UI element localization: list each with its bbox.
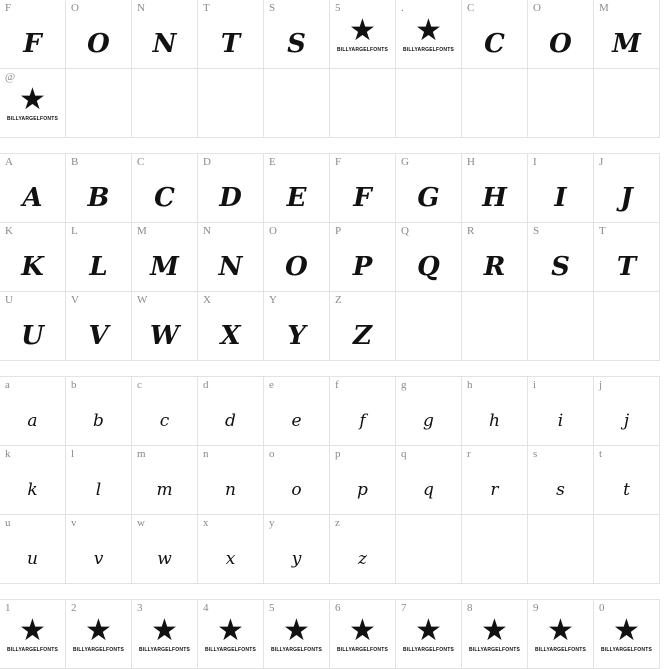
glyph-cell-empty xyxy=(593,291,660,361)
glyph-cell-label: T xyxy=(203,2,210,14)
glyph-cell[interactable] xyxy=(65,514,132,584)
glyph-cell-label: D xyxy=(203,156,211,168)
glyph-render: q xyxy=(423,479,434,500)
glyph-cell[interactable] xyxy=(395,445,462,515)
glyph-render: O xyxy=(87,29,110,59)
glyph-cell-label: 3 xyxy=(137,602,143,614)
glyph-cell-empty xyxy=(527,291,594,361)
star-icon: ★ xyxy=(547,614,574,647)
glyph-cell[interactable] xyxy=(0,445,66,515)
glyph-cell-empty xyxy=(527,514,594,584)
glyph-cell[interactable] xyxy=(263,291,330,361)
glyph-cell[interactable] xyxy=(593,599,660,669)
glyph-block-punctuation-and-symbols xyxy=(0,0,670,138)
glyph-cell-label: k xyxy=(5,448,11,460)
glyph-cell[interactable] xyxy=(131,0,198,69)
glyph-cell-label: B xyxy=(71,156,79,168)
glyph-cell-label: F xyxy=(5,2,12,14)
star-icon: ★ xyxy=(481,614,508,647)
watermark-logo xyxy=(330,616,395,653)
glyph-cell[interactable] xyxy=(263,514,330,584)
glyph-render: L xyxy=(89,252,108,282)
glyph-cell[interactable] xyxy=(395,222,462,292)
glyph-render: h xyxy=(489,410,500,431)
glyph-cell-label: 1 xyxy=(5,602,11,614)
glyph-render: T xyxy=(220,29,241,59)
glyph-cell-label: x xyxy=(203,517,209,529)
glyph-cell[interactable] xyxy=(329,376,396,446)
glyph-cell-label: h xyxy=(467,379,473,391)
glyph-render: u xyxy=(27,548,38,569)
glyph-cell-label: Z xyxy=(335,294,342,306)
star-icon: ★ xyxy=(349,614,376,647)
glyph-render: Q xyxy=(417,252,440,282)
glyph-render: g xyxy=(423,410,434,431)
glyph-render: N xyxy=(218,252,243,282)
glyph-render: J xyxy=(620,183,633,213)
glyph-cell[interactable] xyxy=(527,445,594,515)
glyph-cell[interactable] xyxy=(0,222,66,292)
glyph-cell-label: a xyxy=(5,379,10,391)
glyph-render: X xyxy=(220,321,241,351)
watermark-label: BILLYARGELFONTS xyxy=(337,647,388,653)
star-icon: ★ xyxy=(349,14,376,47)
glyph-cell[interactable] xyxy=(65,153,132,223)
glyph-cell[interactable] xyxy=(329,222,396,292)
glyph-cell[interactable] xyxy=(197,599,264,669)
glyph-render: T xyxy=(616,252,637,282)
glyph-cell-empty xyxy=(461,68,528,138)
glyph-render: C xyxy=(484,29,505,59)
glyph-cell-label: N xyxy=(137,2,145,14)
star-icon: ★ xyxy=(613,614,640,647)
glyph-cell[interactable] xyxy=(461,445,528,515)
glyph-cell[interactable] xyxy=(263,0,330,69)
glyph-cell[interactable] xyxy=(395,599,462,669)
glyph-render: G xyxy=(417,183,440,213)
glyph-cell[interactable] xyxy=(329,514,396,584)
glyph-cell[interactable] xyxy=(0,376,66,446)
glyph-cell-label: 4 xyxy=(203,602,209,614)
glyph-cell-label: w xyxy=(137,517,145,529)
glyph-cell[interactable] xyxy=(197,153,264,223)
glyph-cell[interactable] xyxy=(263,376,330,446)
glyph-cell-label: v xyxy=(71,517,77,529)
glyph-cell[interactable] xyxy=(263,599,330,669)
glyph-render: m xyxy=(156,479,173,500)
glyph-cell[interactable] xyxy=(395,153,462,223)
glyph-cell-label: y xyxy=(269,517,275,529)
glyph-cell-label: R xyxy=(467,225,475,237)
glyph-render: k xyxy=(27,479,38,500)
glyph-cell-empty xyxy=(395,514,462,584)
glyph-cell-label: n xyxy=(203,448,209,460)
star-icon: ★ xyxy=(415,614,442,647)
glyph-cell-label: U xyxy=(5,294,13,306)
glyph-cell[interactable] xyxy=(329,599,396,669)
glyph-cell-label: Q xyxy=(401,225,409,237)
watermark-label: BILLYARGELFONTS xyxy=(271,647,322,653)
glyph-cell[interactable] xyxy=(0,514,66,584)
glyph-render: O xyxy=(285,252,308,282)
glyph-cell-label: 6 xyxy=(335,602,341,614)
watermark-logo xyxy=(462,616,527,653)
glyph-cell-label: s xyxy=(533,448,538,460)
glyph-cell[interactable] xyxy=(65,376,132,446)
glyph-cell-label: V xyxy=(71,294,79,306)
watermark-logo xyxy=(198,616,263,653)
glyph-render: K xyxy=(21,252,44,282)
watermark-label: BILLYARGELFONTS xyxy=(601,647,652,653)
glyph-cell[interactable] xyxy=(131,599,198,669)
block-separator xyxy=(0,584,670,600)
glyph-cell[interactable] xyxy=(461,0,528,69)
glyph-cell[interactable] xyxy=(131,376,198,446)
glyph-cell[interactable] xyxy=(131,445,198,515)
glyph-cell-label: m xyxy=(137,448,146,460)
glyph-cell-label: A xyxy=(5,156,13,168)
watermark-label: BILLYARGELFONTS xyxy=(337,47,388,53)
glyph-cell[interactable] xyxy=(461,599,528,669)
watermark-label: BILLYARGELFONTS xyxy=(535,647,586,653)
glyph-cell[interactable] xyxy=(131,514,198,584)
glyph-render: V xyxy=(88,321,109,351)
glyph-render: e xyxy=(291,410,302,431)
watermark-label: BILLYARGELFONTS xyxy=(403,47,454,53)
glyph-cell[interactable] xyxy=(395,376,462,446)
glyph-cell[interactable] xyxy=(461,376,528,446)
glyph-cell-label: j xyxy=(599,379,603,391)
glyph-cell-label: u xyxy=(5,517,11,529)
glyph-cell[interactable] xyxy=(0,0,66,69)
glyph-block-lowercase-letters xyxy=(0,377,670,584)
glyph-cell[interactable] xyxy=(593,0,660,69)
watermark-label: BILLYARGELFONTS xyxy=(73,647,124,653)
glyph-render: b xyxy=(93,410,104,431)
glyph-cell[interactable] xyxy=(0,291,66,361)
glyph-cell-empty xyxy=(197,68,264,138)
glyph-cell-label: b xyxy=(71,379,77,391)
watermark-label: BILLYARGELFONTS xyxy=(7,647,58,653)
glyph-cell-label: C xyxy=(467,2,475,14)
glyph-render: P xyxy=(352,252,373,282)
glyph-cell[interactable] xyxy=(197,376,264,446)
glyph-cell-empty xyxy=(527,68,594,138)
glyph-cell-label: @ xyxy=(5,71,16,83)
watermark-logo xyxy=(132,616,197,653)
glyph-render: w xyxy=(157,548,172,569)
glyph-render: O xyxy=(549,29,572,59)
glyph-cell[interactable] xyxy=(527,153,594,223)
glyph-cell-label: l xyxy=(71,448,75,460)
watermark-label: BILLYARGELFONTS xyxy=(205,647,256,653)
glyph-cell[interactable] xyxy=(65,222,132,292)
glyph-cell-label: L xyxy=(71,225,78,237)
glyph-render: d xyxy=(225,410,236,431)
glyph-cell[interactable] xyxy=(197,222,264,292)
block-separator xyxy=(0,361,670,377)
glyph-cell-label: T xyxy=(599,225,606,237)
glyph-cell-label: g xyxy=(401,379,407,391)
block-separator xyxy=(0,138,670,154)
glyph-cell-label: 9 xyxy=(533,602,539,614)
glyph-cell[interactable] xyxy=(65,291,132,361)
glyph-render: W xyxy=(149,321,180,351)
glyph-row xyxy=(0,223,670,292)
glyph-cell[interactable] xyxy=(263,222,330,292)
glyph-cell[interactable] xyxy=(461,153,528,223)
glyph-cell-label: . xyxy=(401,2,404,14)
glyph-render: S xyxy=(287,29,306,59)
glyph-row xyxy=(0,69,670,138)
glyph-render: f xyxy=(359,410,366,431)
glyph-cell-label: p xyxy=(335,448,341,460)
glyph-cell[interactable] xyxy=(263,153,330,223)
glyph-cell[interactable] xyxy=(593,153,660,223)
star-icon: ★ xyxy=(217,614,244,647)
watermark-label: BILLYARGELFONTS xyxy=(7,116,58,122)
glyph-cell-empty xyxy=(395,68,462,138)
glyph-cell-empty xyxy=(263,68,330,138)
watermark-label: BILLYARGELFONTS xyxy=(139,647,190,653)
glyph-render: a xyxy=(27,410,38,431)
glyph-cell-label: M xyxy=(137,225,147,237)
glyph-cell[interactable] xyxy=(329,0,396,69)
glyph-cell-label: M xyxy=(599,2,609,14)
glyph-render: Y xyxy=(287,321,306,351)
glyph-render: R xyxy=(483,252,506,282)
glyph-cell[interactable] xyxy=(593,376,660,446)
glyph-render: l xyxy=(95,479,102,500)
glyph-render: s xyxy=(556,479,565,500)
watermark-logo xyxy=(594,616,659,653)
glyph-cell-empty xyxy=(329,68,396,138)
glyph-render: M xyxy=(150,252,179,282)
glyph-render: D xyxy=(219,183,242,213)
glyph-row xyxy=(0,154,670,223)
glyph-cell-label: E xyxy=(269,156,276,168)
glyph-cell[interactable] xyxy=(131,222,198,292)
glyph-cell-label: 5 xyxy=(335,2,341,14)
glyph-cell[interactable] xyxy=(329,291,396,361)
glyph-cell[interactable] xyxy=(395,0,462,69)
glyph-cell[interactable] xyxy=(0,153,66,223)
glyph-render: p xyxy=(357,479,368,500)
watermark-label: BILLYARGELFONTS xyxy=(403,647,454,653)
glyph-cell-label: X xyxy=(203,294,211,306)
glyph-render: t xyxy=(623,479,630,500)
glyph-cell[interactable] xyxy=(131,153,198,223)
glyph-cell-label: P xyxy=(335,225,342,237)
glyph-row xyxy=(0,377,670,446)
glyph-render: N xyxy=(152,29,177,59)
glyph-cell-label: q xyxy=(401,448,407,460)
watermark-logo xyxy=(66,616,131,653)
glyph-cell[interactable] xyxy=(527,222,594,292)
watermark-logo xyxy=(264,616,329,653)
glyph-cell[interactable] xyxy=(0,68,66,138)
glyph-cell[interactable] xyxy=(131,291,198,361)
glyph-cell-label: O xyxy=(269,225,277,237)
glyph-cell-empty xyxy=(395,291,462,361)
glyph-cell-label: o xyxy=(269,448,275,460)
watermark-logo xyxy=(0,85,65,122)
glyph-render: Z xyxy=(353,321,372,351)
glyph-cell-label: e xyxy=(269,379,274,391)
glyph-cell-label: i xyxy=(533,379,537,391)
glyph-row xyxy=(0,292,670,361)
glyph-cell-empty xyxy=(461,514,528,584)
glyph-row xyxy=(0,515,670,584)
watermark-logo xyxy=(0,616,65,653)
star-icon: ★ xyxy=(19,83,46,116)
glyph-cell-label: 8 xyxy=(467,602,473,614)
glyph-render: U xyxy=(21,321,44,351)
glyph-render: C xyxy=(154,183,175,213)
glyph-cell-label: N xyxy=(203,225,211,237)
glyph-cell-label: S xyxy=(533,225,540,237)
glyph-cell-label: O xyxy=(71,2,79,14)
glyph-cell-label: c xyxy=(137,379,142,391)
glyph-cell[interactable] xyxy=(197,0,264,69)
glyph-block-digits xyxy=(0,600,670,669)
glyph-cell-label: z xyxy=(335,517,340,529)
glyph-cell-label: 0 xyxy=(599,602,605,614)
glyph-cell-label: C xyxy=(137,156,145,168)
glyph-cell-empty xyxy=(65,68,132,138)
glyph-row xyxy=(0,600,670,669)
glyph-cell-label: K xyxy=(5,225,13,237)
glyph-render: F xyxy=(23,29,42,59)
glyph-cell[interactable] xyxy=(197,291,264,361)
glyph-cell[interactable] xyxy=(329,445,396,515)
glyph-cell-label: 7 xyxy=(401,602,407,614)
watermark-logo xyxy=(528,616,593,653)
glyph-cell-label: O xyxy=(533,2,541,14)
glyph-render: n xyxy=(225,479,236,500)
glyph-cell-label: t xyxy=(599,448,603,460)
glyph-cell-label: G xyxy=(401,156,409,168)
glyph-render: o xyxy=(291,479,302,500)
glyph-render: I xyxy=(554,183,567,213)
star-icon: ★ xyxy=(151,614,178,647)
glyph-render: S xyxy=(551,252,570,282)
glyph-render: E xyxy=(286,183,307,213)
glyph-cell[interactable] xyxy=(263,445,330,515)
glyph-cell-label: I xyxy=(533,156,537,168)
watermark-logo xyxy=(330,16,395,53)
glyph-cell[interactable] xyxy=(65,445,132,515)
glyph-row xyxy=(0,446,670,515)
watermark-logo xyxy=(396,16,461,53)
glyph-cell-label: d xyxy=(203,379,209,391)
glyph-cell-empty xyxy=(461,291,528,361)
glyph-cell-empty xyxy=(593,514,660,584)
glyph-row xyxy=(0,0,670,69)
glyph-cell-label: 2 xyxy=(71,602,77,614)
glyph-render: j xyxy=(623,410,630,431)
glyph-block-uppercase-letters xyxy=(0,154,670,361)
glyph-render: A xyxy=(22,183,43,213)
watermark-label: BILLYARGELFONTS xyxy=(469,647,520,653)
glyph-render: c xyxy=(159,410,170,431)
star-icon: ★ xyxy=(19,614,46,647)
glyph-render: v xyxy=(93,548,104,569)
glyph-render: B xyxy=(87,183,110,213)
glyph-cell-label: S xyxy=(269,2,276,14)
glyph-cell-empty xyxy=(593,68,660,138)
glyph-cell-label: H xyxy=(467,156,475,168)
glyph-cell-empty xyxy=(131,68,198,138)
glyph-cell[interactable] xyxy=(527,599,594,669)
glyph-render: x xyxy=(225,548,236,569)
glyph-render: H xyxy=(482,183,507,213)
glyph-cell-label: F xyxy=(335,156,342,168)
glyph-cell-label: r xyxy=(467,448,471,460)
glyph-cell-label: Y xyxy=(269,294,277,306)
glyph-cell-label: 5 xyxy=(269,602,275,614)
glyph-render: y xyxy=(291,548,302,569)
glyph-cell-label: W xyxy=(137,294,148,306)
glyph-cell[interactable] xyxy=(527,0,594,69)
star-icon: ★ xyxy=(415,14,442,47)
glyph-cell[interactable] xyxy=(197,445,264,515)
glyph-render: M xyxy=(612,29,641,59)
glyph-cell[interactable] xyxy=(197,514,264,584)
glyph-cell[interactable] xyxy=(593,222,660,292)
watermark-logo xyxy=(396,616,461,653)
star-icon: ★ xyxy=(283,614,310,647)
glyph-cell-label: J xyxy=(599,156,604,168)
glyph-render: F xyxy=(353,183,372,213)
glyph-cell[interactable] xyxy=(329,153,396,223)
glyph-render: r xyxy=(490,479,499,500)
glyph-cell[interactable] xyxy=(65,0,132,69)
glyph-cell[interactable] xyxy=(593,445,660,515)
glyph-render: i xyxy=(557,410,564,431)
glyph-cell[interactable] xyxy=(461,222,528,292)
glyph-cell-label: f xyxy=(335,379,339,391)
glyph-cell[interactable] xyxy=(527,376,594,446)
glyph-cell[interactable] xyxy=(65,599,132,669)
glyph-render: z xyxy=(358,548,367,569)
star-icon: ★ xyxy=(85,614,112,647)
glyph-cell[interactable] xyxy=(0,599,66,669)
